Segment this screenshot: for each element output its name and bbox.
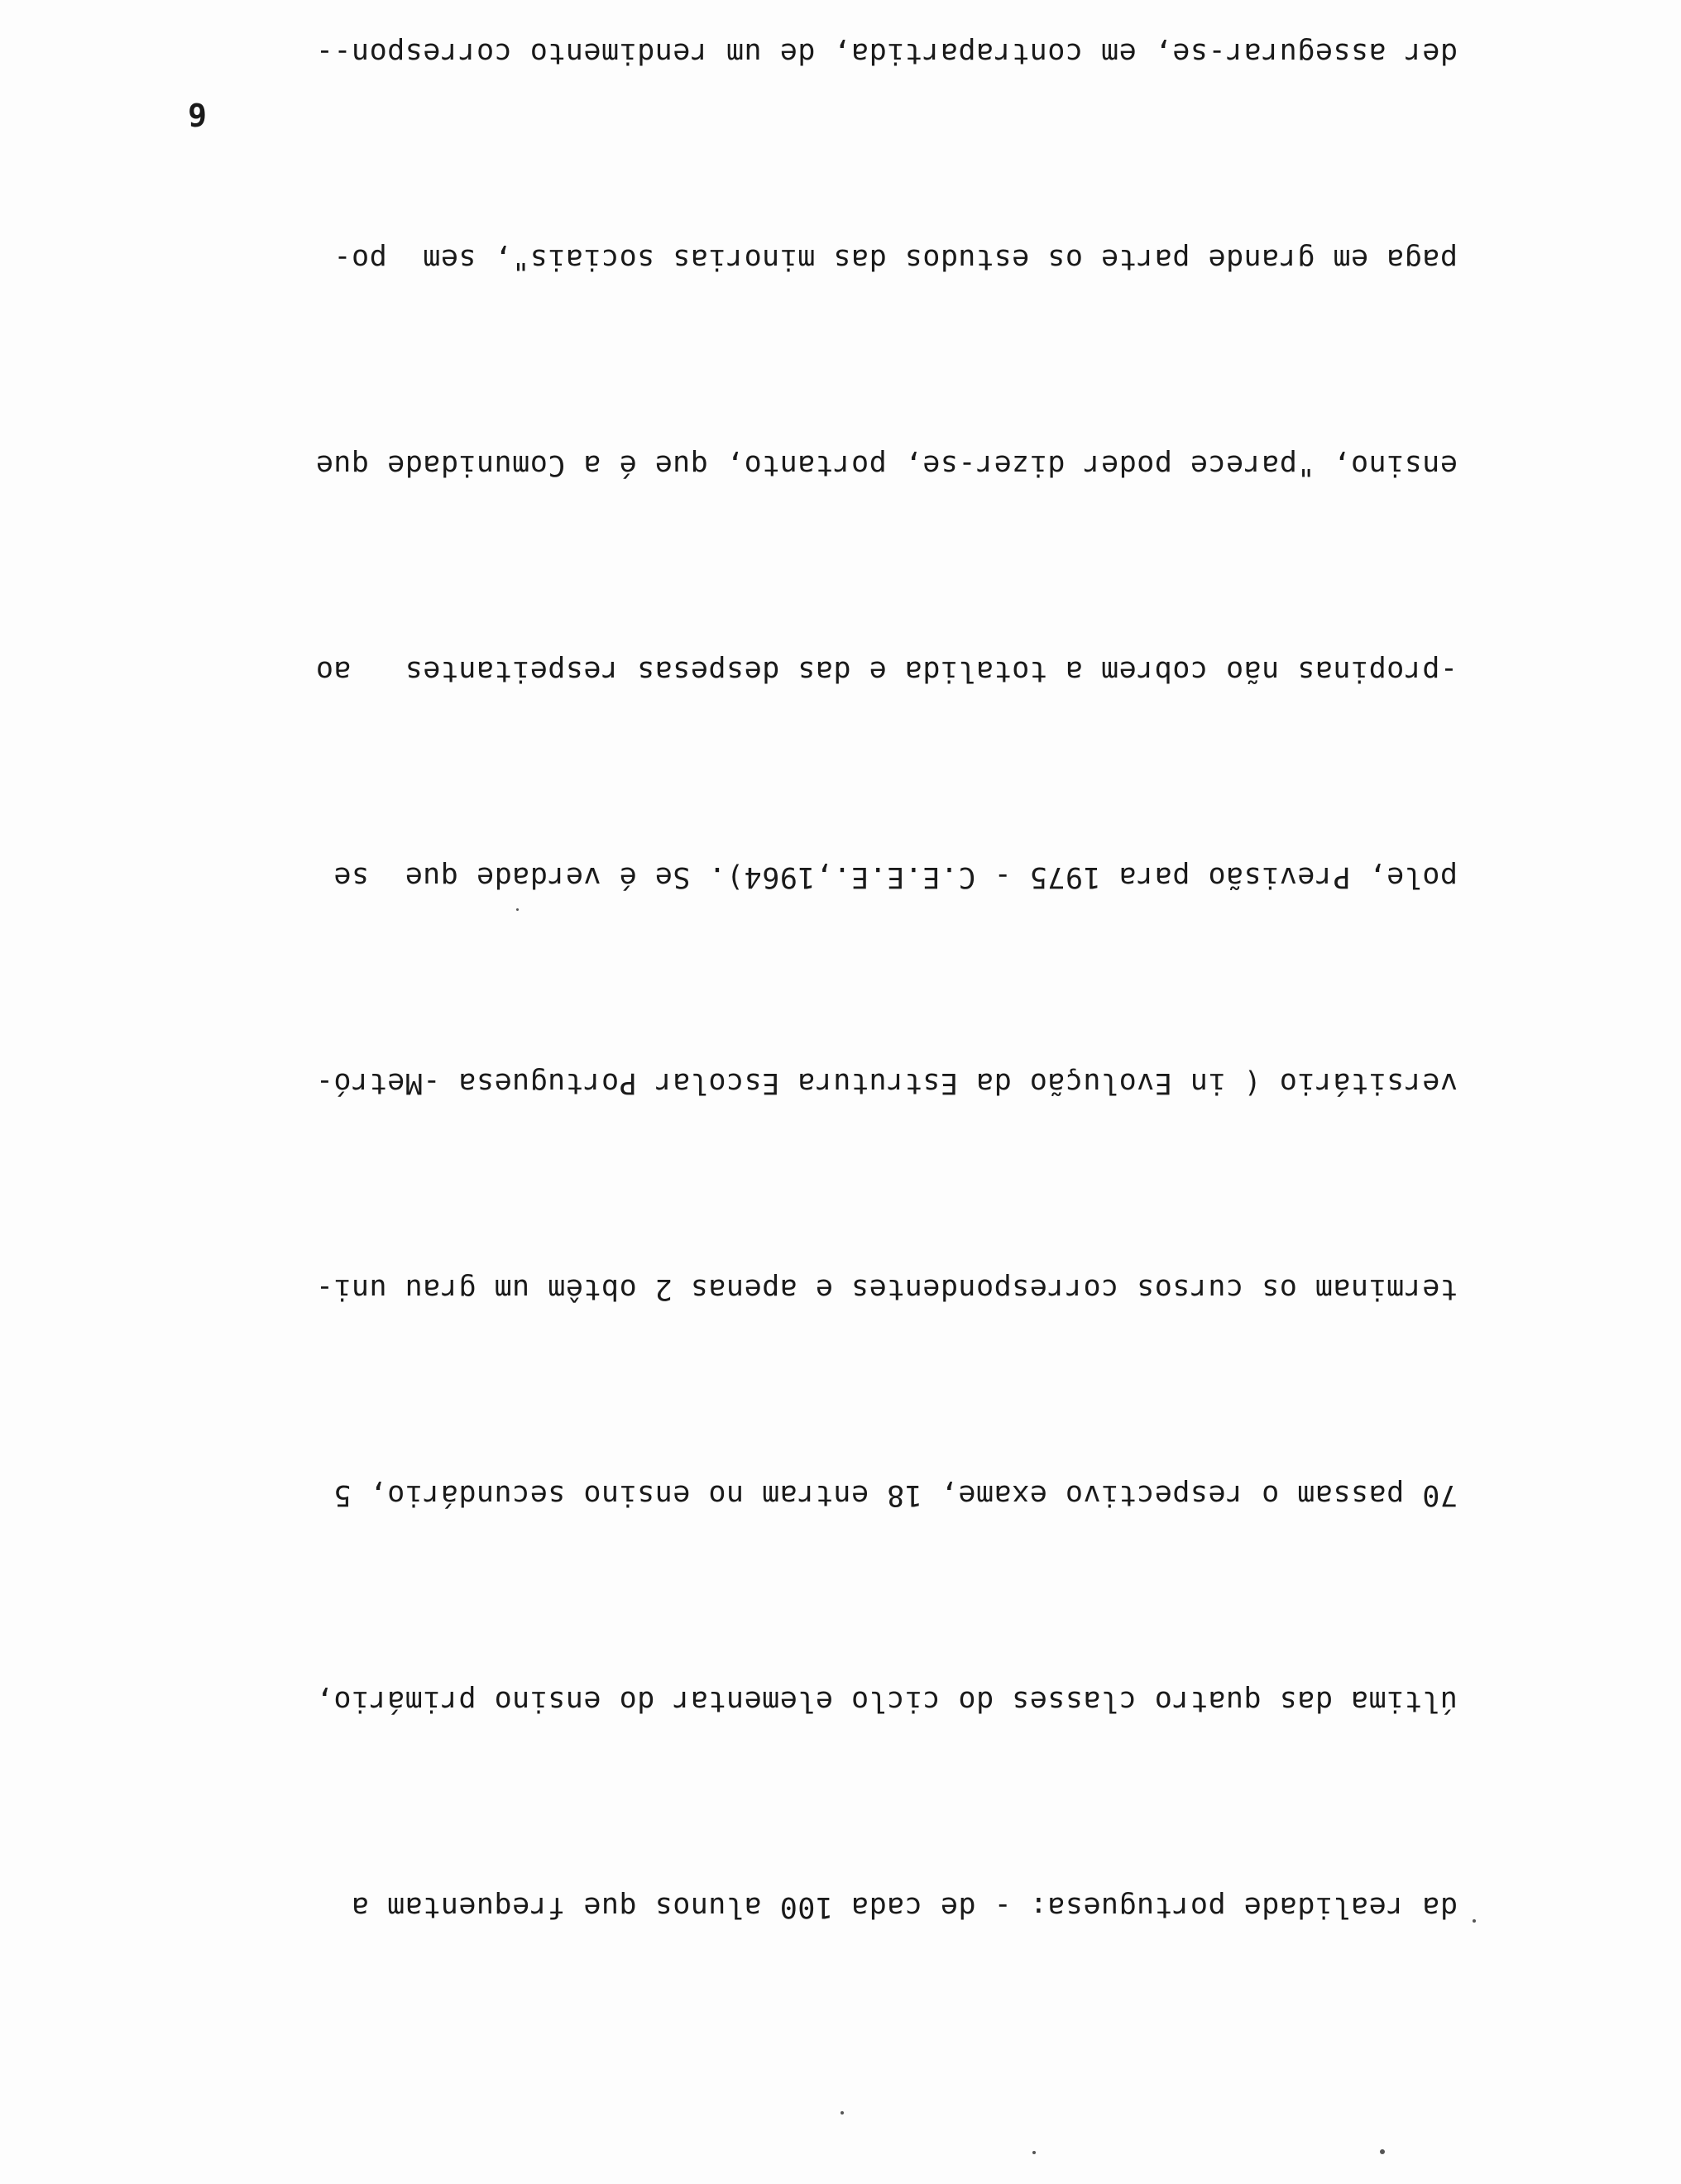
text-line: der assegurar-se, em contrapartida, de um rendimento correspon-- <box>315 36 1458 69</box>
scan-speck <box>516 908 519 911</box>
text-line: paga em grande parte os estudos das minorias sociais", sem po- <box>333 242 1458 275</box>
text-line: ensino, "parece poder dizer-se, portanto, que é a Comunidade que <box>315 448 1458 481</box>
body-text <box>217 0 1458 2078</box>
scan-speck <box>1473 1919 1476 1923</box>
text-line: 70 passam o respectivo exame, 18 entram no ensino secundário, 5 <box>333 1478 1458 1511</box>
text-line: pole, Previsão para 1975 - C.E.E.E.,1964). Se é verdade que se <box>333 860 1458 893</box>
text-line: da realidade portuguesa: - de cada 100 alunos que frequentam a <box>351 1890 1458 1923</box>
text-line: terminam os cursos correspondentes e apenas 2 obtêm um grau uni- <box>315 1272 1458 1305</box>
scan-speck <box>840 2111 844 2115</box>
text-line: última das quatro classes do ciclo elementar do ensino primário, <box>315 1684 1458 1717</box>
scan-speck <box>1380 2149 1385 2154</box>
page-number: 6 <box>188 96 207 132</box>
text-line: versitário ( in Evolução da Estrutura Escolar Portuguesa -Metró- <box>315 1066 1458 1099</box>
scan-speck <box>1032 2151 1036 2154</box>
text-line: -propinas não cobrem a totalida e das despesas respeitantes ao <box>315 654 1458 687</box>
